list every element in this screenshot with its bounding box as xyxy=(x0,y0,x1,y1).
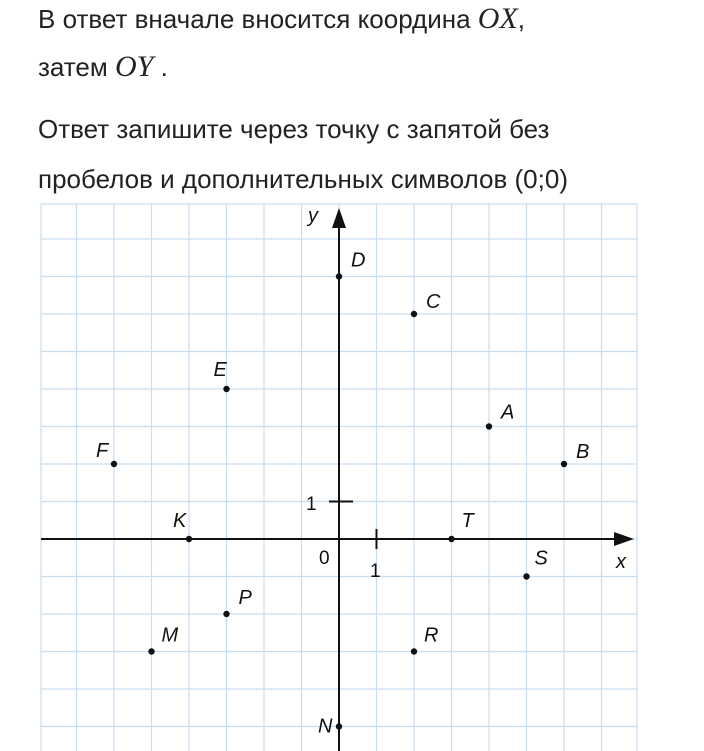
origin-label: 0 xyxy=(319,548,330,569)
point-b-marker xyxy=(561,461,567,467)
y-tick-label: 1 xyxy=(306,494,317,515)
point-a-marker xyxy=(486,423,492,429)
instruction-line-2-text: затем xyxy=(38,52,115,82)
point-m-label: M xyxy=(161,624,179,647)
instruction-line-4: пробелов и дополнительных символов (0;0) xyxy=(38,164,568,194)
point-f-label: F xyxy=(96,440,109,462)
point-d-marker xyxy=(336,273,342,279)
point-k-label: K xyxy=(173,510,187,532)
point-n-label: N xyxy=(318,715,333,738)
point-k-marker xyxy=(186,536,192,542)
instruction-line-1-text: В ответ вначале вносится координа xyxy=(38,4,478,34)
x-axis-label: x xyxy=(616,551,626,573)
x-tick-label: 1 xyxy=(370,561,381,582)
point-f-marker xyxy=(111,461,117,467)
point-t-label: T xyxy=(461,510,474,532)
point-d-label: D xyxy=(351,249,366,272)
y-axis-label: y xyxy=(308,205,318,227)
instruction-line-3: Ответ запишите через точку с запятой без xyxy=(38,114,550,144)
instruction-line-1-suffix: , xyxy=(517,4,526,34)
point-n-marker xyxy=(336,723,342,729)
point-r-label: R xyxy=(424,624,439,647)
point-a-label: A xyxy=(501,401,515,424)
point-p-label: P xyxy=(238,587,252,609)
point-e-label: E xyxy=(213,359,227,381)
instruction-line-2-suffix: . xyxy=(153,52,168,82)
point-r-marker xyxy=(411,648,417,654)
axes xyxy=(41,205,634,751)
math-ox: OX xyxy=(477,2,518,35)
point-s-marker xyxy=(523,573,529,579)
point-m-marker xyxy=(148,648,154,654)
point-s-label: S xyxy=(534,547,548,570)
point-e-marker xyxy=(223,386,229,392)
y-axis-arrow xyxy=(332,208,346,228)
math-oy: OY xyxy=(114,50,154,83)
point-c-label: C xyxy=(426,291,441,313)
point-p-marker xyxy=(223,611,229,617)
points xyxy=(96,250,589,738)
point-t-marker xyxy=(448,536,454,542)
point-b-label: B xyxy=(576,441,590,463)
x-axis-arrow xyxy=(614,532,634,546)
point-c-marker xyxy=(411,311,417,317)
